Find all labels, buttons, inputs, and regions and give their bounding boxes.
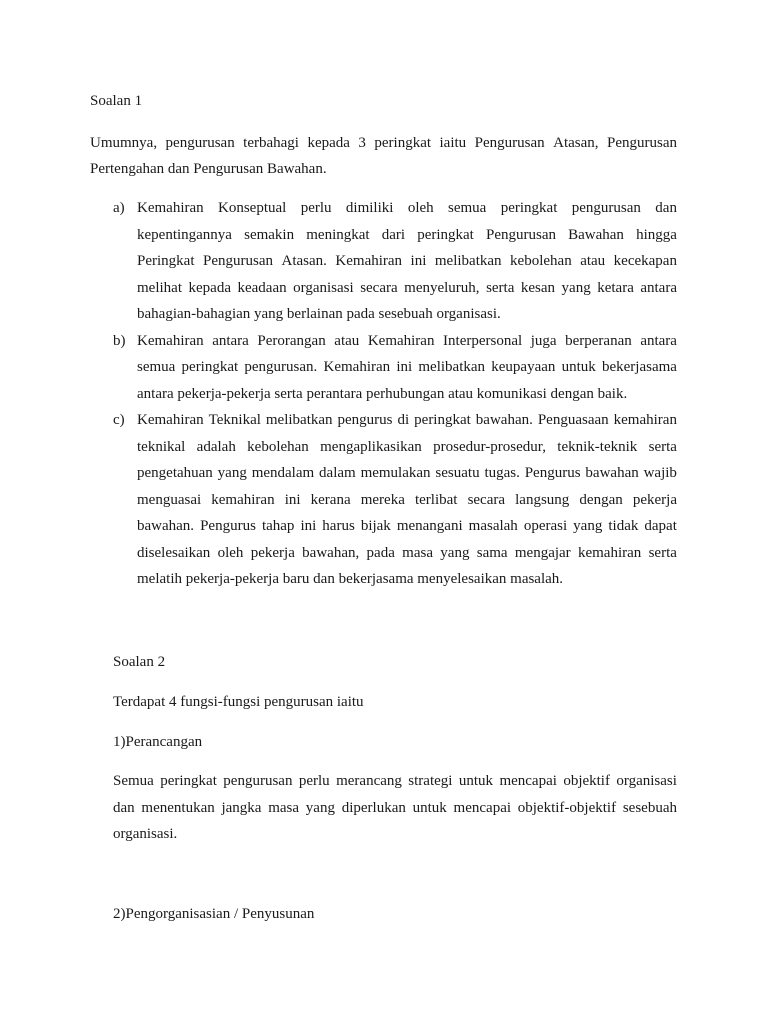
word: ini	[396, 359, 413, 375]
word: sama	[476, 545, 508, 561]
word: objektif-objektif	[517, 800, 617, 816]
item-a-line-1	[137, 198, 677, 218]
word: dengan	[579, 492, 623, 508]
word: bawahan.	[475, 412, 533, 428]
word: mencapai	[499, 773, 557, 789]
word: pengurusan.	[244, 359, 318, 375]
word: Kemahiran	[137, 412, 204, 428]
word: keadaan	[237, 280, 287, 296]
word: atau	[334, 333, 360, 349]
word: masa	[402, 545, 433, 561]
word: peringkat	[374, 135, 432, 151]
item-b-line-2	[137, 357, 677, 377]
word: Teknikal	[208, 412, 261, 428]
word: menentukan	[141, 800, 215, 816]
word: adalah	[196, 439, 236, 455]
item-a-line-3	[137, 251, 677, 271]
word: diperlukan	[341, 800, 406, 816]
word: meningkat	[306, 227, 370, 243]
word: Pengurusan	[203, 253, 273, 269]
word: Kemahiran	[323, 359, 391, 375]
word: Perorangan	[257, 333, 326, 349]
function-1-line-1	[113, 771, 677, 791]
word: objektif	[563, 773, 610, 789]
word: semua	[137, 359, 176, 375]
word: mendalam	[251, 465, 315, 481]
word: secara	[467, 492, 506, 508]
item-c-line-5	[137, 516, 677, 536]
word: kemahiran	[211, 492, 275, 508]
word: terlibat	[414, 492, 458, 508]
word: yang	[440, 545, 470, 561]
section1-intro-line-1	[90, 133, 677, 153]
word: melibatkan	[418, 359, 486, 375]
word: melihat	[137, 280, 182, 296]
word: Atasan,	[553, 135, 599, 151]
word: Konseptual	[218, 200, 287, 216]
item-c-line-3	[137, 463, 677, 483]
word: yang	[217, 465, 247, 481]
word: pengurusan	[165, 135, 235, 151]
word: 3	[358, 135, 366, 151]
word: dan	[113, 800, 135, 816]
word: Pengurusan	[606, 135, 677, 151]
word: pengetahuan	[137, 465, 213, 481]
word: bekerjasama	[601, 359, 677, 375]
word: bijak	[360, 518, 391, 534]
word: ini	[410, 253, 427, 269]
word: kerana	[310, 492, 351, 508]
word: Kemahiran	[137, 333, 204, 349]
word: kebolehan	[247, 439, 309, 455]
word: juga	[530, 333, 557, 349]
word: operasi	[523, 518, 568, 534]
word: perlu	[298, 773, 330, 789]
word: untuk	[561, 359, 596, 375]
word: atau	[580, 253, 606, 269]
word: yang	[561, 280, 591, 296]
word: sesuatu	[435, 465, 480, 481]
item-c-line-1	[137, 410, 677, 430]
item-c-line-2	[137, 437, 677, 457]
word: pekerja	[250, 545, 295, 561]
word: peringkat	[417, 227, 474, 243]
word: serta	[486, 280, 515, 296]
word: pengurus	[337, 412, 393, 428]
word: tidak	[608, 518, 639, 534]
word: mengajar	[514, 545, 571, 561]
word: dari	[381, 227, 406, 243]
word: organisasi	[616, 773, 677, 789]
word: Bawahan	[568, 227, 624, 243]
function-1-title: 1)Perancangan	[113, 734, 203, 750]
word: antara	[640, 280, 677, 296]
word: perlu	[300, 200, 332, 216]
word: langsung	[515, 492, 570, 508]
word: melibatkan	[265, 412, 333, 428]
word: berperanan	[565, 333, 632, 349]
word: ini	[284, 492, 301, 508]
word: pengurusan	[223, 773, 293, 789]
word: Umumnya,	[90, 135, 158, 151]
word: peringkat	[181, 359, 239, 375]
word: dan	[655, 200, 677, 216]
word: strategi	[408, 773, 453, 789]
word: pekerja	[632, 492, 677, 508]
word: yang	[305, 800, 335, 816]
item-b-marker: b)	[113, 333, 126, 349]
word: semakin	[244, 227, 295, 243]
word: untuk	[458, 773, 494, 789]
section2-intro: Terdapat 4 fungsi-fungsi pengurusan iaitu	[113, 694, 364, 710]
function-2-title: 2)Pengorganisasian / Penyusunan	[113, 906, 315, 922]
function-1-line-3: organisasi.	[113, 826, 178, 842]
item-c-marker: c)	[113, 412, 125, 428]
word: Pengurusan	[485, 227, 556, 243]
word: pengurusan	[571, 200, 641, 216]
word: Penguasaan	[537, 412, 609, 428]
word: semua	[448, 200, 487, 216]
word: kemahiran	[577, 545, 642, 561]
word: Kemahiran	[335, 253, 403, 269]
word: peringkat	[414, 412, 471, 428]
word: di	[397, 412, 410, 428]
word: mereka	[360, 492, 405, 508]
word: kecekapan	[613, 253, 677, 269]
word: bawahan	[585, 465, 639, 481]
section2-heading: Soalan 2	[113, 654, 166, 670]
word: hingga	[636, 227, 677, 243]
item-a-line-4	[137, 278, 677, 298]
item-b-line-1	[137, 331, 677, 351]
word: secara	[360, 280, 398, 296]
word: kepada	[188, 280, 231, 296]
word: peringkat	[160, 773, 217, 789]
item-a-marker: a)	[113, 200, 125, 216]
item-a-line-2	[137, 225, 677, 245]
word: oleh	[407, 200, 434, 216]
item-c-line-7: melatih pekerja-pekerja baru dan bekerjasama menyelesaikan masalah.	[137, 571, 564, 587]
item-c-line-4	[137, 490, 677, 510]
word: teknik-teknik	[557, 439, 638, 455]
word: Interpersonal	[443, 333, 523, 349]
word: kebolehan	[510, 253, 572, 269]
section1-heading: Soalan 1	[90, 93, 143, 109]
word: diselesaikan	[137, 545, 211, 561]
word: menyeluruh,	[404, 280, 480, 296]
word: bawahan,	[302, 545, 360, 561]
word: ini	[300, 518, 317, 534]
word: ketara	[597, 280, 634, 296]
word: Peringkat	[137, 253, 195, 269]
word: sesebuah	[622, 800, 677, 816]
word: untuk	[412, 800, 447, 816]
function-1-line-2	[113, 798, 677, 818]
word: kesan	[520, 280, 556, 296]
word: kepada	[307, 135, 350, 151]
word: antara	[212, 333, 249, 349]
item-c-line-6	[137, 543, 677, 563]
word: Semua	[113, 773, 154, 789]
word: yang	[573, 518, 603, 534]
word: teknikal	[137, 439, 186, 455]
word: organisasi	[293, 280, 354, 296]
word: masalah	[468, 518, 518, 534]
word: Pengurusan	[474, 135, 545, 151]
word: serta	[648, 439, 677, 455]
word: harus	[322, 518, 355, 534]
word: Kemahiran	[367, 333, 435, 349]
word: memulakan	[360, 465, 431, 481]
word: prosedur-prosedur,	[433, 439, 546, 455]
word: Pengurus	[200, 518, 256, 534]
word: melibatkan	[434, 253, 502, 269]
word: menangani	[396, 518, 463, 534]
word: mencapai	[453, 800, 512, 816]
word: Pengurus	[524, 465, 581, 481]
word: keupayaan	[491, 359, 556, 375]
word: Atasan.	[281, 253, 327, 269]
word: oleh	[217, 545, 244, 561]
word: dalam	[319, 465, 356, 481]
word: iaitu	[439, 135, 467, 151]
word: mengaplikasikan	[320, 439, 422, 455]
word: masa	[268, 800, 300, 816]
word: kepentingannya	[137, 227, 232, 243]
word: merancang	[336, 773, 402, 789]
word: wajib	[643, 465, 677, 481]
word: antara	[640, 333, 677, 349]
item-a-line-5: bahagian-bahagian yang berlainan pada sesebuah organisasi.	[137, 306, 501, 322]
word: serta	[648, 545, 677, 561]
word: pada	[366, 545, 395, 561]
word: peringkat	[500, 200, 558, 216]
word: bawahan.	[137, 518, 195, 534]
section1-intro-line-2: Pertengahan dan Pengurusan Bawahan.	[90, 161, 327, 177]
word: Kemahiran	[137, 200, 204, 216]
word: menguasai	[137, 492, 202, 508]
word: dapat	[644, 518, 677, 534]
item-b-line-3: antara pekerja-pekerja serta perantara perhubungan atau komunikasi dengan baik.	[137, 386, 628, 402]
word: kemahiran	[613, 412, 677, 428]
word: jangka	[221, 800, 262, 816]
word: tugas.	[484, 465, 520, 481]
word: dimiliki	[345, 200, 394, 216]
word: tahap	[261, 518, 295, 534]
word: terbahagi	[243, 135, 299, 151]
